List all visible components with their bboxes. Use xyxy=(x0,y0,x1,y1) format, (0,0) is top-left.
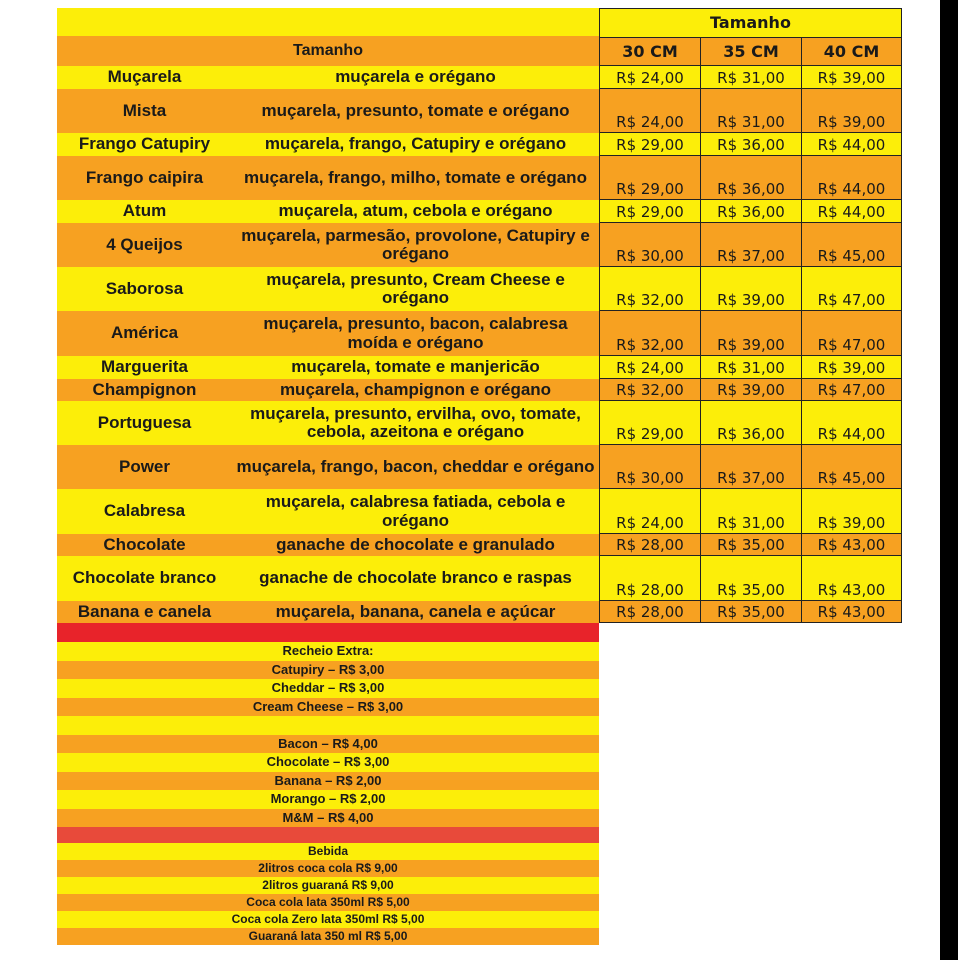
price-30cm: R$ 28,00 xyxy=(599,534,700,556)
pizza-name: América xyxy=(57,311,232,356)
price-40cm: R$ 43,00 xyxy=(801,534,902,556)
pizza-description: muçarela, frango, bacon, cheddar e orégano xyxy=(232,445,599,489)
price-35cm: R$ 35,00 xyxy=(700,556,801,601)
price-35cm: R$ 37,00 xyxy=(700,223,801,267)
price-40cm: R$ 44,00 xyxy=(801,200,902,223)
pizza-name: Power xyxy=(57,445,232,489)
pizza-description: muçarela, frango, milho, tomate e orégano xyxy=(232,156,599,200)
price-40cm: R$ 43,00 xyxy=(801,556,902,601)
pizza-description: muçarela, banana, canela e açúcar xyxy=(232,601,599,623)
pizza-description: muçarela, calabresa fatiada, cebola e orégano xyxy=(232,489,599,534)
price-30cm: R$ 29,00 xyxy=(599,133,700,156)
pizza-description: muçarela e orégano xyxy=(232,66,599,89)
drink-item: Coca cola lata 350ml R$ 5,00 xyxy=(57,894,599,911)
extra-item: Bacon – R$ 4,00 xyxy=(57,735,599,753)
drink-item: Coca cola Zero lata 350ml R$ 5,00 xyxy=(57,911,599,928)
price-30cm: R$ 29,00 xyxy=(599,200,700,223)
pizza-description: muçarela, frango, Catupiry e orégano xyxy=(232,133,599,156)
pizza-description: muçarela, presunto, ervilha, ovo, tomate, cebola, azeitona e orégano xyxy=(232,401,599,445)
price-35cm: R$ 36,00 xyxy=(700,133,801,156)
pizza-name: Frango caipira xyxy=(57,156,232,200)
drink-item: 2litros coca cola R$ 9,00 xyxy=(57,860,599,877)
price-40cm: R$ 39,00 xyxy=(801,489,902,534)
price-40cm: R$ 44,00 xyxy=(801,401,902,445)
price-30cm: R$ 29,00 xyxy=(599,401,700,445)
price-40cm: R$ 45,00 xyxy=(801,445,902,489)
pizza-name: Portuguesa xyxy=(57,401,232,445)
pizza-name: Champignon xyxy=(57,379,232,401)
pizza-name: Mista xyxy=(57,89,232,133)
pizza-description: muçarela, atum, cebola e orégano xyxy=(232,200,599,223)
price-35cm: R$ 36,00 xyxy=(700,156,801,200)
price-30cm: R$ 32,00 xyxy=(599,267,700,311)
price-40cm: R$ 44,00 xyxy=(801,156,902,200)
price-30cm: R$ 24,00 xyxy=(599,489,700,534)
extra-item: Morango – R$ 2,00 xyxy=(57,790,599,809)
price-35cm: R$ 39,00 xyxy=(700,267,801,311)
left-header-title: Tamanho xyxy=(57,36,599,66)
pizza-description: muçarela, presunto, Cream Cheese e orégano xyxy=(232,267,599,311)
price-35cm: R$ 36,00 xyxy=(700,401,801,445)
price-30cm: R$ 24,00 xyxy=(599,356,700,379)
price-40cm: R$ 45,00 xyxy=(801,223,902,267)
extras-title: Recheio Extra: xyxy=(57,642,599,661)
pizza-name: Muçarela xyxy=(57,66,232,89)
price-35cm: R$ 39,00 xyxy=(700,311,801,356)
extra-item: Cheddar – R$ 3,00 xyxy=(57,679,599,698)
price-35cm: R$ 31,00 xyxy=(700,489,801,534)
price-30cm: R$ 24,00 xyxy=(599,89,700,133)
price-35cm: R$ 31,00 xyxy=(700,66,801,89)
price-35cm: R$ 35,00 xyxy=(700,601,801,623)
header-spacer xyxy=(57,8,599,36)
pizza-name: Marguerita xyxy=(57,356,232,379)
pizza-description: muçarela, champignon e orégano xyxy=(232,379,599,401)
price-40cm: R$ 47,00 xyxy=(801,267,902,311)
drinks-divider xyxy=(57,827,599,843)
drinks-title: Bebida xyxy=(57,843,599,860)
pizza-description: ganache de chocolate e granulado xyxy=(232,534,599,556)
price-40cm: R$ 43,00 xyxy=(801,601,902,623)
size-header-30: 30 CM xyxy=(599,38,700,66)
price-30cm: R$ 28,00 xyxy=(599,556,700,601)
price-30cm: R$ 28,00 xyxy=(599,601,700,623)
price-40cm: R$ 39,00 xyxy=(801,356,902,379)
price-30cm: R$ 24,00 xyxy=(599,66,700,89)
size-header-40: 40 CM xyxy=(801,38,902,66)
drink-item: Guaraná lata 350 ml R$ 5,00 xyxy=(57,928,599,945)
price-40cm: R$ 44,00 xyxy=(801,133,902,156)
pizza-name: Calabresa xyxy=(57,489,232,534)
pizza-description: ganache de chocolate branco e raspas xyxy=(232,556,599,601)
pizza-description: muçarela, parmesão, provolone, Catupiry e orégano xyxy=(232,223,599,267)
pizza-description: muçarela, presunto, tomate e orégano xyxy=(232,89,599,133)
pizza-description: muçarela, tomate e manjericão xyxy=(232,356,599,379)
extra-item: Catupiry – R$ 3,00 xyxy=(57,661,599,679)
red-divider xyxy=(57,623,599,642)
price-35cm: R$ 31,00 xyxy=(700,89,801,133)
price-30cm: R$ 30,00 xyxy=(599,445,700,489)
price-40cm: R$ 47,00 xyxy=(801,379,902,401)
size-header-35: 35 CM xyxy=(700,38,801,66)
price-35cm: R$ 35,00 xyxy=(700,534,801,556)
price-35cm: R$ 39,00 xyxy=(700,379,801,401)
pizza-description: muçarela, presunto, bacon, calabresa moída e orégano xyxy=(232,311,599,356)
pizza-name: Atum xyxy=(57,200,232,223)
extra-item: Cream Cheese – R$ 3,00 xyxy=(57,698,599,716)
price-40cm: R$ 39,00 xyxy=(801,66,902,89)
price-40cm: R$ 39,00 xyxy=(801,89,902,133)
drink-item: 2litros guaraná R$ 9,00 xyxy=(57,877,599,894)
price-35cm: R$ 31,00 xyxy=(700,356,801,379)
price-30cm: R$ 32,00 xyxy=(599,311,700,356)
price-30cm: R$ 32,00 xyxy=(599,379,700,401)
extra-item: M&M – R$ 4,00 xyxy=(57,809,599,827)
pizza-name: 4 Queijos xyxy=(57,223,232,267)
price-35cm: R$ 36,00 xyxy=(700,200,801,223)
pizza-name: Chocolate branco xyxy=(57,556,232,601)
pizza-name: Banana e canela xyxy=(57,601,232,623)
extras-blank-row xyxy=(57,716,599,735)
pizza-name: Chocolate xyxy=(57,534,232,556)
price-35cm: R$ 37,00 xyxy=(700,445,801,489)
extra-item: Chocolate – R$ 3,00 xyxy=(57,753,599,772)
right-header-title: Tamanho xyxy=(599,8,902,38)
pizza-name: Saborosa xyxy=(57,267,232,311)
price-30cm: R$ 29,00 xyxy=(599,156,700,200)
price-30cm: R$ 30,00 xyxy=(599,223,700,267)
price-40cm: R$ 47,00 xyxy=(801,311,902,356)
extra-item: Banana – R$ 2,00 xyxy=(57,772,599,790)
pizza-name: Frango Catupiry xyxy=(57,133,232,156)
